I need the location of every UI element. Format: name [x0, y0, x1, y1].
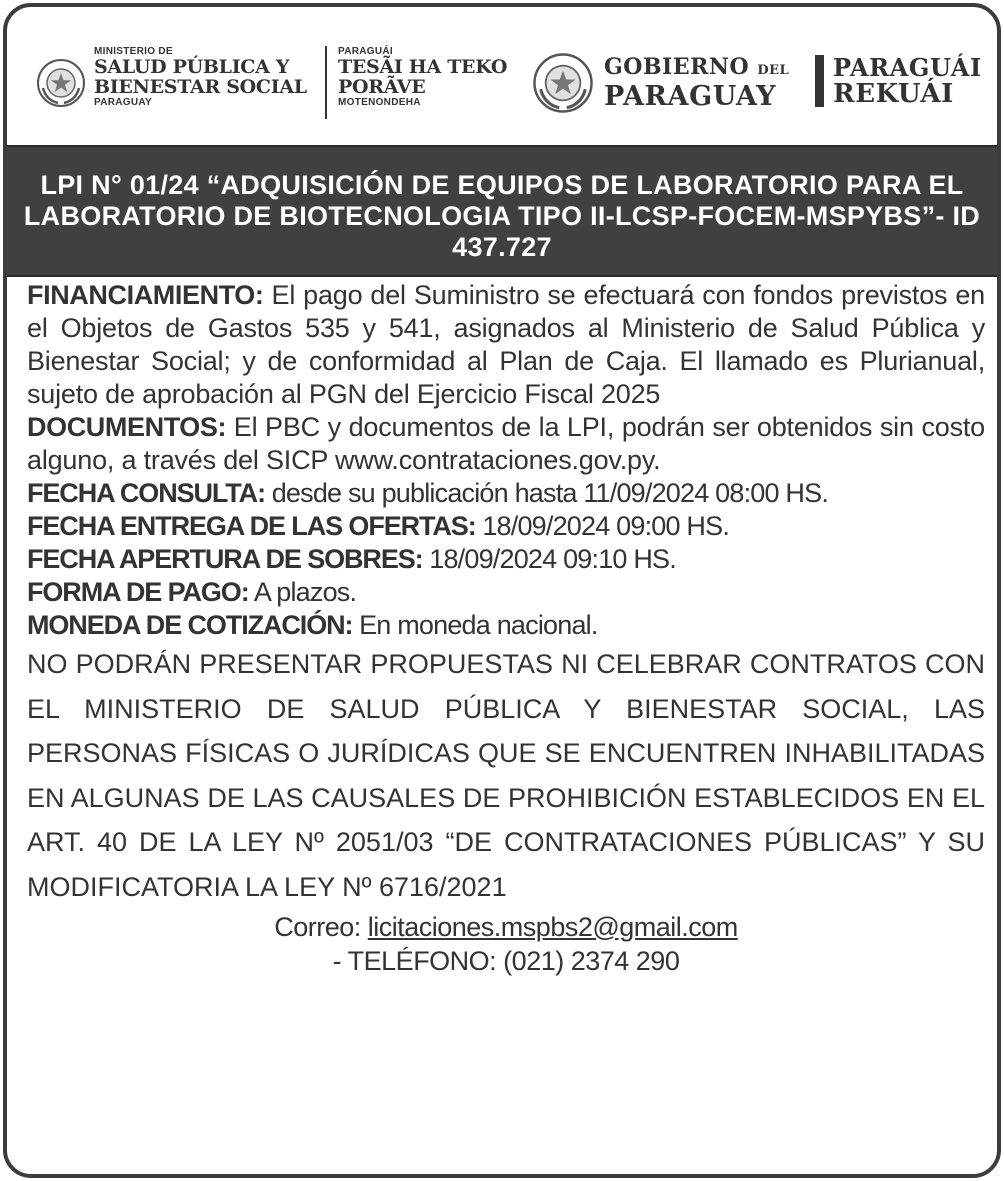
- gobierno-logo-text: [604, 55, 789, 111]
- documentos-text: El PBC y documentos de la LPI, podrán ser obtenidos sin costo alguno, a través del SICP www.contrataciones.gov.py.: [27, 412, 985, 475]
- fecha-apertura-text: 18/09/2024 09:10 HS.: [429, 544, 676, 574]
- gobierno-word: GOBIERNO: [604, 54, 750, 80]
- fecha-entrega-text: 18/09/2024 09:00 HS.: [482, 511, 730, 541]
- tesai-line2: PORÃVE: [338, 76, 426, 98]
- header-divider-bar: [815, 55, 824, 107]
- forma-pago-label: FORMA DE PAGO:: [27, 577, 249, 607]
- fecha-consulta-section: [27, 477, 985, 510]
- tesai-logo-text: [338, 46, 507, 108]
- gobierno-del: DEL: [757, 63, 790, 78]
- forma-pago-section: [27, 576, 985, 609]
- prohibition-notice: NO PODRÁN PRESENTAR PROPUESTAS NI CELEBRAR CONTRATOS CON EL MINISTERIO DE SALUD PÚBLICA Y BIENESTAR SOCIAL, LAS PERSONAS FÍSICAS O JURÍDICAS QUE SE ENCUENTREN INHABILITADAS EN ALGUNAS DE LAS CAUSALES DE PROHIBICIÓN ESTABLECIDOS EN EL ART. 40 DE LA LEY Nº 2051/03 “DE CONTRATACIONES PÚBLICAS” Y SU MODIFICATORIA LA LEY Nº 6716/2021: [27, 649, 985, 902]
- tender-title: LPI N° 01/24 “ADQUISICIÓN DE EQUIPOS DE LABORATORIO PARA EL LABORATORIO DE BIOTECNOLOGIA TIPO II-LCSP-FOCEM-MSPYBS”- ID 437.727: [23, 170, 981, 262]
- email-label: Correo:: [274, 911, 361, 942]
- advertisement-frame: [3, 3, 1001, 1178]
- fecha-apertura-label: FECHA APERTURA DE SOBRES:: [27, 544, 423, 574]
- email-line: [27, 910, 985, 944]
- moneda-text: En moneda nacional.: [359, 610, 598, 640]
- header-divider: [325, 46, 327, 119]
- fecha-consulta-label: FECHA CONSULTA:: [27, 478, 265, 508]
- email-link[interactable]: licitaciones.mspbs2@gmail.com: [367, 911, 738, 942]
- tesai-bottom: MOTENONDEHA: [338, 97, 421, 108]
- fecha-apertura-section: [27, 543, 985, 576]
- paraguay-seal-icon: [36, 58, 86, 108]
- ministry-line2: BIENESTAR SOCIAL: [94, 76, 307, 98]
- tesai-top: PARAGUÁI: [338, 46, 393, 57]
- title-band: [7, 145, 997, 277]
- financiamiento-label: FINANCIAMIENTO:: [27, 280, 264, 310]
- ministry-logo-text: [94, 46, 307, 108]
- paraguai-line1: PARAGUÁI: [833, 53, 982, 82]
- fecha-entrega-label: FECHA ENTREGA DE LAS OFERTAS:: [27, 511, 476, 541]
- paraguai-rekuai-text: [833, 54, 982, 108]
- paraguai-line2: REKUÁI: [833, 79, 954, 109]
- header-logos: [7, 7, 997, 145]
- tesai-line1: TESÃI HA TEKO: [338, 56, 508, 78]
- notice-body: [27, 279, 985, 978]
- ministry-line1: SALUD PÚBLICA Y: [94, 56, 290, 78]
- financiamiento-text: El pago del Suministro se efectuará con fondos previstos en el Objetos de Gastos 535 y 541, asignados al Ministerio de Salud Pública y Bienestar Social; y de conformidad al Plan de Caja. El llamado es Plurianual, sujeto de aprobación al PGN del Ejercicio Fiscal 2025: [27, 280, 985, 409]
- paraguay-seal-icon: [532, 52, 594, 114]
- fecha-consulta-text: desde su publicación hasta 11/09/2024 08:00 HS.: [271, 478, 829, 508]
- phone-line: - TELÉFONO: (021) 2374 290: [332, 945, 680, 976]
- fecha-entrega-section: [27, 510, 985, 543]
- ministry-bottom: PARAGUAY: [94, 97, 152, 108]
- forma-pago-text: A plazos.: [253, 577, 357, 607]
- financiamiento-section: [27, 279, 985, 411]
- documentos-label: DOCUMENTOS:: [27, 412, 227, 442]
- documentos-section: [27, 411, 985, 477]
- ministry-top: MINISTERIO DE: [94, 46, 173, 57]
- moneda-label: MONEDA DE COTIZACIÓN:: [27, 610, 353, 640]
- moneda-section: [27, 609, 985, 642]
- gobierno-paraguay: PARAGUAY: [604, 81, 777, 112]
